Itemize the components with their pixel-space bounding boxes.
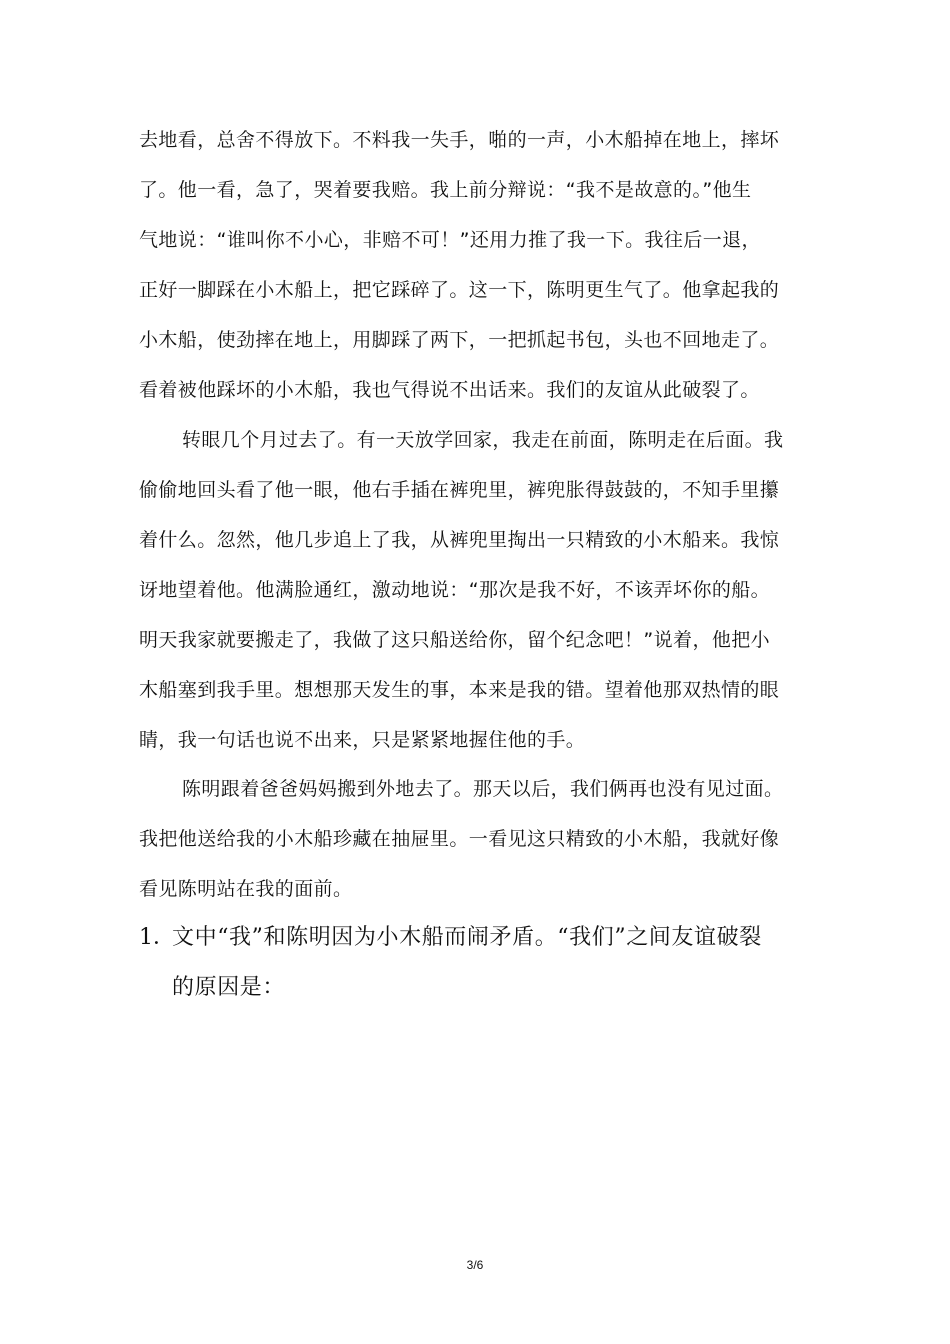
passage-line-13: 睛，我一句话也说不出来，只是紧紧地握住他的手。	[139, 729, 586, 751]
passage-line-1: 去地看，总舍不得放下。不料我一失手，啪的一声，小木船掉在地上，摔坏	[139, 129, 780, 151]
passage-line-12: 木船塞到我手里。想想那天发生的事，本来是我的错。望着他那双热情的眼	[139, 679, 780, 701]
page-number: 3/6	[466, 1258, 484, 1272]
passage-line-16: 看见陈明站在我的面前。	[139, 878, 353, 900]
passage-line-2: 了。他一看，急了，哭着要我赔。我上前分辩说：“我不是故意的。”他生	[139, 179, 752, 201]
passage-line-8: 偷偷地回头看了他一眼，他右手插在裤兜里，裤兜胀得鼓鼓的，不知手里攥	[139, 479, 780, 501]
question-text-line-1: 文中“我”和陈明因为小木船而闹矛盾。“我们”之间友谊破裂	[172, 925, 762, 950]
passage-line-14: 陈明跟着爸爸妈妈搬到外地去了。那天以后，我们俩再也没有见过面。	[182, 778, 784, 800]
passage-line-6: 看着被他踩坏的小木船，我也气得说不出话来。我们的友谊从此破裂了。	[139, 379, 760, 401]
question-number: 1．	[139, 925, 175, 950]
passage-line-4: 正好一脚踩在小木船上，把它踩碎了。这一下，陈明更生气了。他拿起我的	[139, 279, 780, 301]
passage-line-5: 小木船，使劲摔在地上，用脚踩了两下，一把抓起书包，头也不回地走了。	[139, 329, 780, 351]
passage-line-15: 我把他送给我的小木船珍藏在抽屉里。一看见这只精致的小木船，我就好像	[139, 828, 780, 850]
passage-line-11: 明天我家就要搬走了，我做了这只船送给你，留个纪念吧！”说着，他把小	[139, 629, 771, 651]
passage-line-9: 着什么。忽然，他几步追上了我，从裤兜里掏出一只精致的小木船来。我惊	[139, 529, 780, 551]
question-text-line-2: 的原因是：	[172, 975, 286, 1000]
passage-line-10: 讶地望着他。他满脸通红，激动地说：“那次是我不好，不该弄坏你的船。	[139, 579, 771, 601]
passage-line-7: 转眼几个月过去了。有一天放学回家，我走在前面，陈明走在后面。我	[182, 429, 784, 451]
passage-line-3: 气地说：“谁叫你不小心，非赔不可！”还用力推了我一下。我往后一退，	[139, 229, 761, 251]
